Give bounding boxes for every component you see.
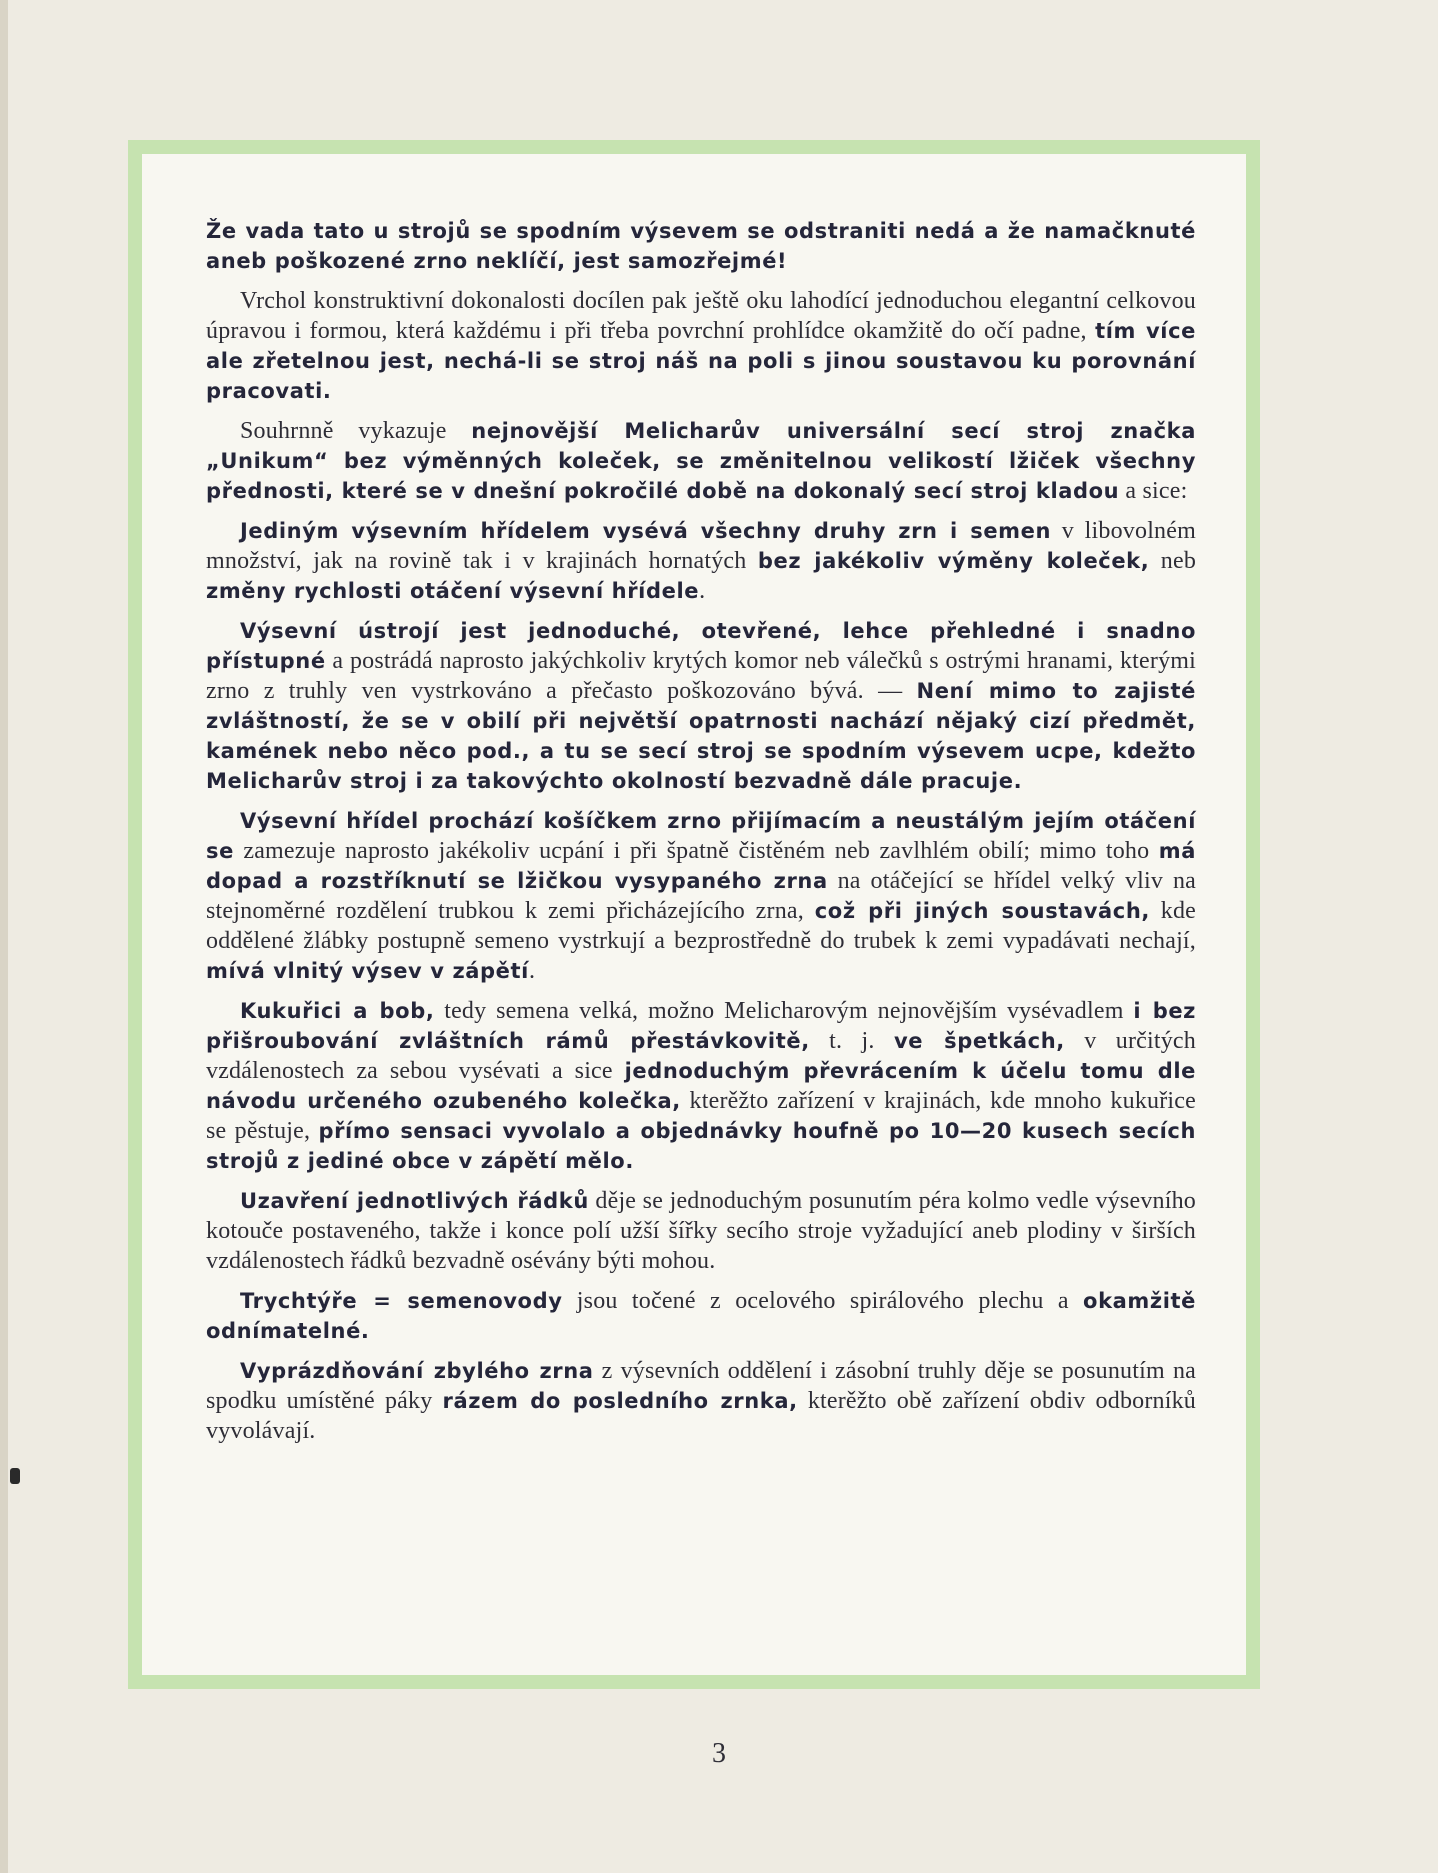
emphasized-text: i bez přišroubování zvláštních rámů přestávkovitě, (206, 999, 1196, 1053)
emphasized-text: přímo sensaci vyvolalo a objednávky houfně po 10—20 kusech secích strojů z jediné obce v zápětí mělo. (206, 1119, 1197, 1173)
regular-text: z výsevních oddělení i zásobní truhly děje se posunutím na spodku umístěné páky (206, 1358, 1196, 1414)
emphasized-text: tím více ale zřetelnou jest, nechá-li se stroj náš na poli s jinou soustavou ku porovnání pracovati. (206, 319, 1196, 403)
emphasized-text: okamžitě odnímatelné. (206, 1289, 1196, 1343)
emphasized-text: bez jakékoliv výměny koleček, (757, 549, 1150, 573)
regular-text: na otáčející se hřídel velký vliv na stejnoměrné rozdělení trubkou k zemi přicházejícího zrna, (206, 868, 1197, 924)
emphasized-text: mívá vlnitý výsev v zápětí (206, 959, 529, 983)
ink-blot (10, 1468, 20, 1484)
paragraph (206, 1356, 1196, 1446)
paragraph (206, 996, 1196, 1176)
emphasized-text: nejnovější Melicharův universální secí stroj značka „Unikum“ bez výměnných koleček, se změnitelnou velikostí lžiček všechny přednosti, které se v dnešní pokročilé době na dokonalý secí stroj kladou (206, 419, 1197, 503)
regular-text: a postrádá naprosto jakýchkoliv krytých komor neb válečků s ostrými hranami, kterými zrno z truhly ven vystrkováno a přečasto poškozováno bývá. — (206, 648, 1196, 704)
emphasized-text: Že vada tato u strojů se spodním výsevem se odstraniti nedá a že namačknuté aneb poškozené zrno neklíčí, jest samozřejmé! (206, 219, 1196, 273)
emphasized-text: Vyprázdňování zbylého zrna (240, 1359, 594, 1383)
page-number: 3 (712, 1738, 726, 1769)
emphasized-text: jednoduchým převrácením k účelu tomu dle návodu určeného ozubeného kolečka, (206, 1059, 1196, 1113)
regular-text: kterěžto obě zařízení obdiv odborníků vyvolávají. (206, 1388, 1197, 1444)
regular-text: kterěžto zařízení v krajinách, kde mnoho kukuřice se pěstuje, (206, 1088, 1196, 1144)
emphasized-text: Uzavření jednotlivých řádků (240, 1189, 589, 1213)
regular-text: Vrchol konstruktivní dokonalosti docílen pak ještě oku lahodící jednoduchou elegantní celkovou úpravou i formou, která každému i při třeba povrchní prohlídce okamžitě do očí padne, (206, 288, 1196, 344)
emphasized-text: Výsevní ústrojí jest jednoduché, otevřené, lehce přehledné i snadno přístupné (206, 619, 1196, 673)
regular-text: zamezuje naprosto jakékoliv ucpání i při špatně čistěném neb zavlhlém obilí; mimo toho (233, 838, 1159, 864)
regular-text: . (699, 578, 706, 604)
regular-text: v libovolném množství, jak na rovině tak i v krajinách hornatých (206, 518, 1196, 574)
paragraph (206, 516, 1196, 606)
paragraph (206, 616, 1196, 796)
regular-text: neb (1149, 548, 1197, 574)
emphasized-text: Kukuřici a bob, (240, 999, 435, 1023)
emphasized-text: což při jiných soustavách, (814, 899, 1150, 923)
regular-text: v určitých vzdálenostech za sebou vysévati a sice (206, 1028, 1196, 1084)
emphasized-text: Jediným výsevním hřídelem vysévá všechny druhy zrn i semen (240, 519, 1052, 543)
paragraph (206, 416, 1196, 506)
regular-text: kde oddělené žlábky postupně semeno vystrkují a bezprostředně do trubek k zemi vypadávati nechají, (206, 898, 1196, 954)
regular-text: Souhrnně vykazuje (240, 418, 472, 444)
emphasized-text: Není mimo to zajisté zvláštností, že se v obilí při největší opatrnosti nachází nějaký cizí předmět, kamének nebo něco pod., a tu se secí stroj se spodním výsevem ucpe, kdežto Melicharův stroj i za takovýchto okolností bezvadně dále pracuje. (206, 679, 1197, 793)
paragraph (206, 1186, 1196, 1276)
paragraph (206, 1286, 1196, 1346)
regular-text: . (528, 958, 536, 984)
regular-text: tedy semena velká, možno Melicharovým nejnovějším vysévadlem (434, 998, 1134, 1024)
regular-text: t. j. (809, 1028, 894, 1054)
regular-text: a sice: (1119, 478, 1188, 504)
emphasized-text: Výsevní hřídel prochází košíčkem zrno přijímacím a neustálým jejím otáčení se (206, 809, 1196, 863)
paragraph (206, 216, 1196, 276)
emphasized-text: ve špetkách, (893, 1029, 1065, 1053)
emphasized-text: změny rychlosti otáčení výsevní hřídele (206, 579, 700, 603)
body-text (206, 216, 1196, 1456)
paragraph (206, 806, 1196, 986)
emphasized-text: má dopad a rozstříknutí se lžičkou vysypaného zrna (206, 839, 1196, 893)
green-border-frame (128, 140, 1260, 1689)
emphasized-text: rázem do posledního zrnka, (442, 1389, 798, 1413)
regular-text: děje se jednoduchým posunutím péra kolmo vedle výsevního kotouče postaveného, takže i konce polí užší šířky secího stroje vyžadující aneb plodiny v širších vzdálenostech řádků bezvadně osévány býti mohou. (206, 1188, 1196, 1274)
page-edge (0, 0, 8, 1873)
emphasized-text: Trychtýře = semenovody (240, 1289, 563, 1313)
paragraph (206, 286, 1196, 406)
regular-text: jsou točené z ocelového spirálového plechu a (562, 1288, 1084, 1314)
